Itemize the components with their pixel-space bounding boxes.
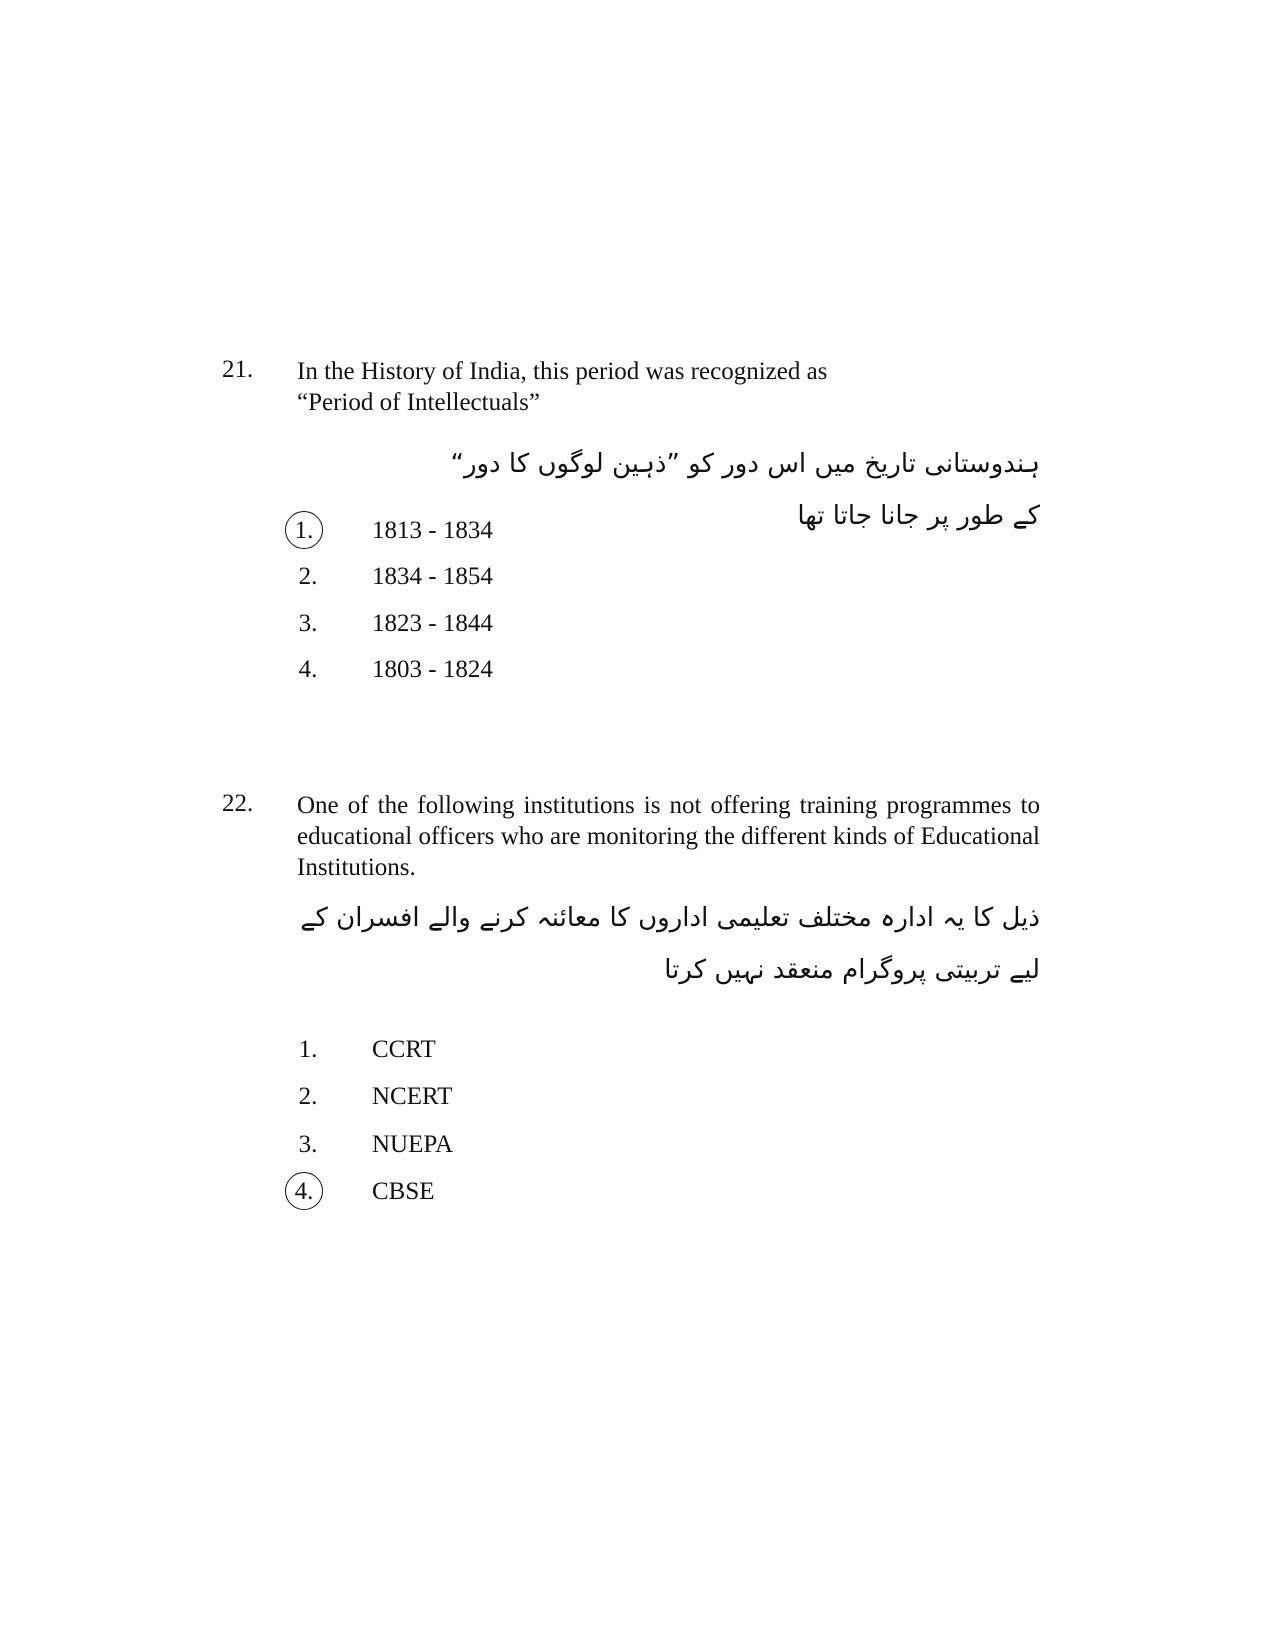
question-urdu-text: ذیل کا یہ ادارہ مختلف تعلیمی اداروں کا معائنہ کرنے والے افسران کے لیے تربیتی پروگرام منعقد نہیں کرتا xyxy=(300,903,1040,985)
option-4[interactable] xyxy=(296,1178,696,1214)
option-number: 2. xyxy=(298,563,318,590)
option-text: 1823 - 1844 xyxy=(372,610,493,637)
question-number: 22. xyxy=(222,790,254,817)
option-4[interactable] xyxy=(296,656,696,692)
option-text: 1803 - 1824 xyxy=(372,656,493,683)
option-2[interactable] xyxy=(296,563,696,599)
option-3[interactable] xyxy=(296,610,696,646)
question-urdu-text: ہندوستانی تاریخ میں اس دور کو ”ذہین لوگوں کا دور“ کے طور پر جانا جاتا تھا xyxy=(450,449,1040,531)
option-number: 2. xyxy=(298,1083,318,1110)
option-1[interactable] xyxy=(296,1036,696,1072)
question-text: One of the following institutions is not offering training programmes to educational officers who are monitoring the different kinds of Educational Institutions. xyxy=(297,792,1040,881)
option-text: 1813 - 1834 xyxy=(372,517,493,544)
option-2[interactable] xyxy=(296,1083,696,1119)
option-number: 3. xyxy=(298,1131,318,1158)
option-number-circled: 1. xyxy=(285,511,323,549)
option-number: 4. xyxy=(298,656,318,683)
option-1[interactable] xyxy=(296,517,696,553)
option-text: 1834 - 1854 xyxy=(372,563,493,590)
option-number-circled: 4. xyxy=(285,1172,323,1210)
question-text xyxy=(297,356,1040,418)
option-text: NUEPA xyxy=(372,1131,454,1158)
option-3[interactable] xyxy=(296,1131,696,1167)
question-number: 21. xyxy=(222,356,254,383)
question-text-line2: “Period of Intellectuals” xyxy=(297,389,540,416)
option-text: CBSE xyxy=(372,1178,435,1205)
option-text: NCERT xyxy=(372,1083,453,1110)
question-text-line1: In the History of India, this period was recognized as xyxy=(297,358,828,385)
option-text: CCRT xyxy=(372,1036,436,1063)
option-number: 3. xyxy=(298,610,318,637)
option-number: 1. xyxy=(298,1036,318,1063)
